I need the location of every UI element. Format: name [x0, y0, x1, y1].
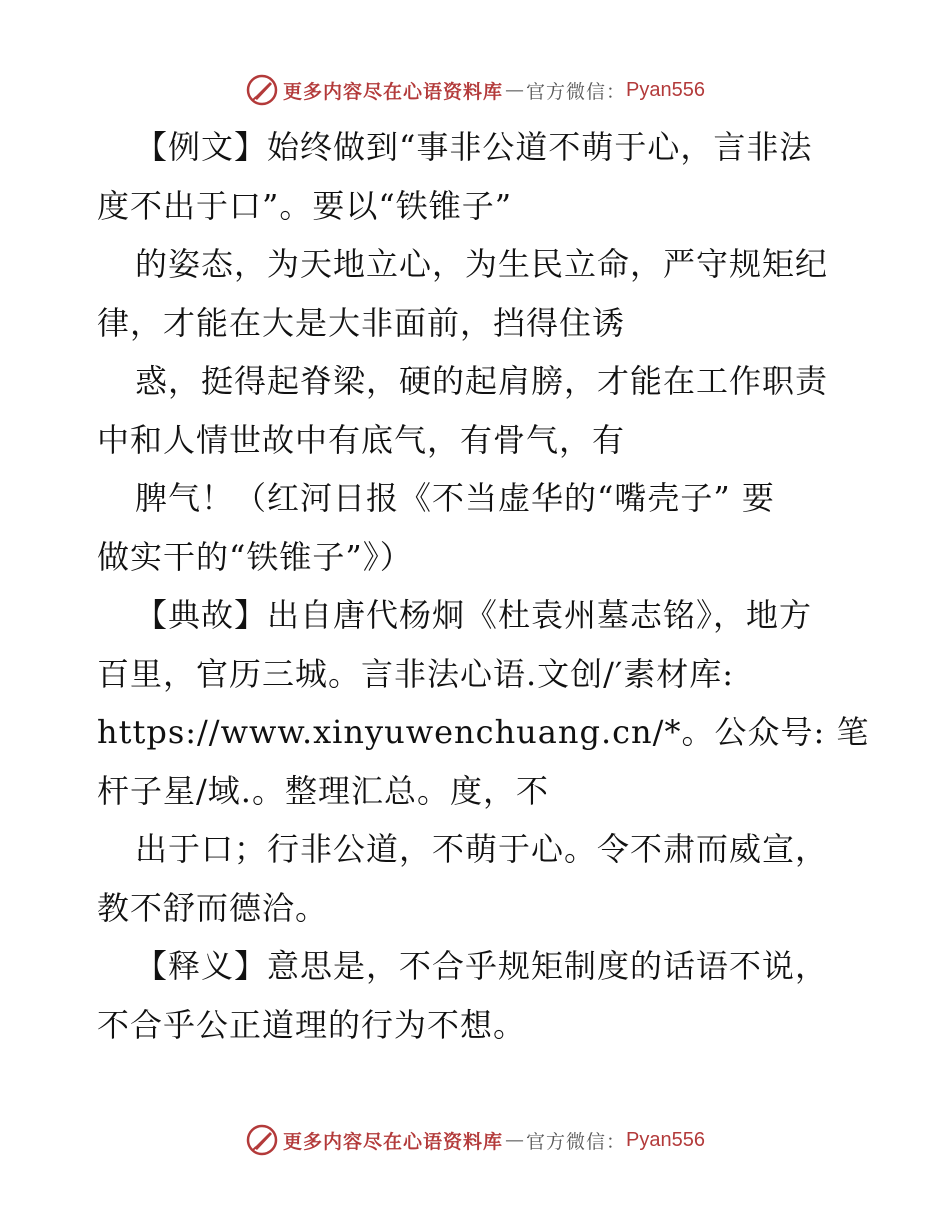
- quill-pen-logo-icon: [245, 73, 279, 107]
- banner-label: 官方微信：: [526, 1130, 627, 1153]
- body-line: 【典故】出自唐代杨炯《杜袁州墓志铭》，地方: [135, 596, 813, 634]
- footer-banner: [0, 1120, 950, 1160]
- banner-text: 更多内容尽在心语资料库: [283, 1130, 504, 1153]
- body-line: 百里，官历三城。言非法心语.文创/′素材库:: [97, 654, 735, 693]
- banner-dash: —: [505, 79, 525, 101]
- body-line: 出于口；行非公道，不萌于心。令不肃而威宣，: [135, 830, 829, 868]
- banner-label: 官方微信：: [526, 80, 627, 103]
- header-banner: [0, 70, 950, 110]
- body-line: https://www.xinyuwenchuang.cn/*。公众号: 笔: [97, 713, 870, 751]
- banner-wechat-id: Pyan556: [626, 78, 705, 101]
- body-line: 教不舒而德洽。: [97, 888, 329, 927]
- body-line: 【例文】始终做到“事非公道不萌于心，言非法: [135, 128, 813, 166]
- body-line: 【释义】意思是，不合乎规矩制度的话语不说，: [135, 947, 829, 985]
- body-line: 的姿态，为天地立心，为生民立命，严守规矩纪: [135, 245, 829, 283]
- body-line: 惑，挺得起脊梁，硬的起肩膀，才能在工作职责: [135, 362, 829, 400]
- body-line: 做实干的“铁锥子”》）: [97, 537, 413, 576]
- body-line: 律，才能在大是大非面前，挡得住诱: [97, 303, 626, 342]
- document-body: [97, 118, 870, 1054]
- body-line: 杆子星/域.。整理汇总。度，不: [97, 771, 549, 810]
- body-line: 中和人情世故中有底气，有骨气，有: [97, 420, 626, 459]
- body-line: 不合乎公正道理的行为不想。: [97, 1005, 527, 1044]
- banner-dash: —: [505, 1129, 525, 1151]
- body-line: 度不出于口”。要以“铁锥子”: [97, 186, 513, 225]
- banner-text: 更多内容尽在心语资料库: [283, 80, 504, 103]
- banner-wechat-id: Pyan556: [626, 1128, 705, 1151]
- quill-pen-logo-icon: [245, 1123, 279, 1157]
- body-line: 脾气！（红河日报《不当虚华的“嘴壳子” 要: [135, 479, 775, 517]
